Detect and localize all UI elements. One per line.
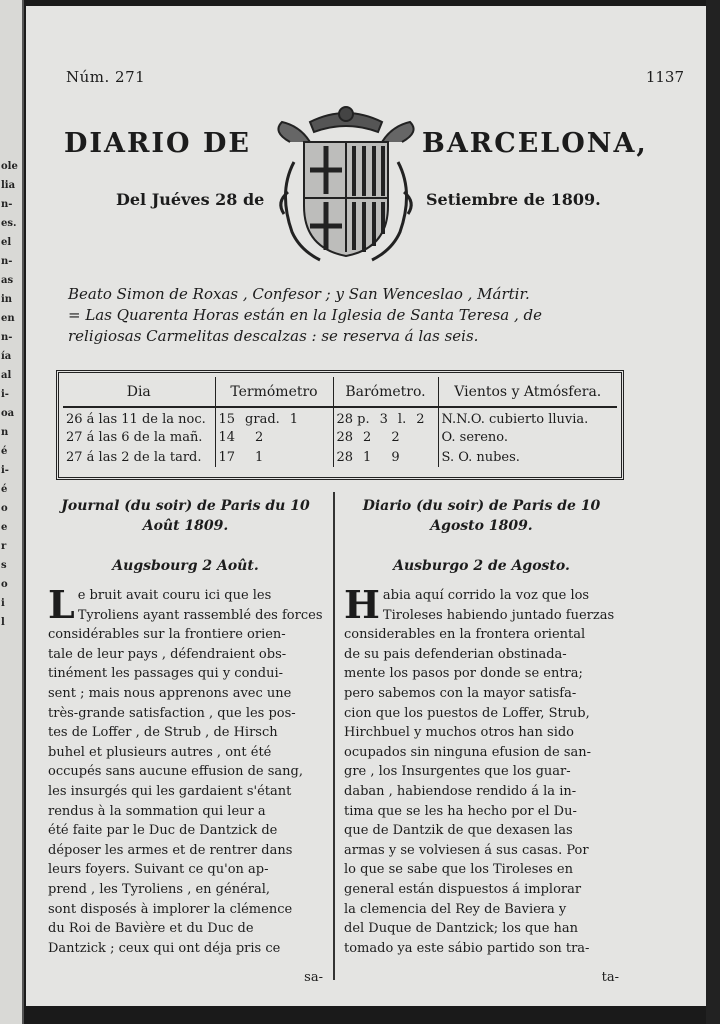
left-page-fragment: el (1, 237, 12, 248)
weather-header-winds: Vientos y Atmósfera. (438, 377, 617, 407)
weather-barometer-value: 2 (363, 429, 372, 445)
book-edge (706, 0, 720, 1024)
weather-thermometer-value: 17 (218, 449, 236, 465)
weather-thermometer-value: grad. (245, 412, 280, 427)
left-page-fragment: s (1, 560, 7, 571)
spanish-text-line: pero sabemos con la mayor satisfa- (344, 685, 577, 701)
left-page-fragment: i- (1, 465, 9, 476)
spanish-text-line: ocupados sin ninguna efusion de san- (344, 744, 592, 760)
spanish-text-line: considerables en la frontera oriental (344, 627, 586, 643)
weather-winds (438, 427, 617, 447)
french-text-line: du Roi de Bavière et du Duc de (48, 921, 254, 937)
french-article-body (48, 582, 323, 958)
left-page-fragment: o (1, 503, 8, 514)
weather-barometer (333, 427, 438, 447)
weather-winds-value: O. sereno. (441, 429, 509, 445)
weather-day-value: 27 á las 6 de la mañ. (66, 429, 203, 445)
weather-winds-value: N.N.O. cubierto lluvia. (441, 412, 589, 427)
french-text-line: les insurgés qui les gardaient s'étant (48, 783, 292, 799)
weather-thermometer-value: 1 (255, 449, 264, 465)
weather-day (63, 407, 215, 427)
barcelona-coat-of-arms-icon (270, 102, 422, 264)
spanish-text-line: de su pais defenderian obstinada- (344, 646, 567, 662)
left-page-fragment: n- (1, 199, 13, 210)
weather-header-barometer: Barómetro. (333, 377, 438, 407)
spanish-text-line: cion que los puestos de Loffer, Strub, (344, 705, 590, 721)
french-text-line: tinément les passages qui y condui- (48, 666, 284, 682)
weather-barometer-value: 28 (336, 449, 354, 465)
spanish-article-body (344, 582, 619, 958)
left-page-fragment: n- (1, 256, 13, 267)
spanish-dropcap: H (344, 582, 380, 627)
date-right: Setiembre de 1809. (426, 190, 601, 209)
spanish-text-line: que de Dantzik de que dexasen las (344, 823, 573, 839)
spanish-text-line: del Duque de Dantzick; los que han (344, 921, 579, 937)
date-left: Del Juéves 28 de (116, 190, 265, 209)
french-text-line: tes de Loffer , de Strub , de Hirsch (48, 725, 278, 741)
left-page-fragment: é (1, 446, 8, 457)
left-page-fragment: ía (1, 351, 12, 362)
weather-row (63, 447, 617, 467)
weather-header-day: Dia (63, 377, 215, 407)
issue-number: Núm. 271 (66, 68, 146, 86)
weather-thermometer-value: 1 (289, 412, 299, 427)
french-column (48, 496, 323, 985)
left-page-fragment: es. (1, 218, 17, 229)
spanish-text-line: la clemencia del Rey de Baviera y (344, 901, 567, 917)
french-text-line: tale de leur pays , défendraient obs- (48, 646, 287, 662)
weather-table (56, 370, 624, 480)
french-dateline: Augsbourg 2 Août. (112, 558, 259, 574)
left-page-fragment: as (1, 275, 14, 286)
spanish-text-line: Tiroleses habiendo juntado fuerzas (382, 607, 615, 623)
left-page-fragment: ole (1, 161, 18, 172)
left-page-fragment: o (1, 579, 8, 590)
left-page-fragment: al (1, 370, 12, 381)
weather-barometer-value: 2 (391, 429, 400, 445)
weather-thermometer-value: 2 (255, 429, 264, 445)
weather-header-thermometer: Termómetro (215, 377, 333, 407)
weather-thermometer (215, 447, 333, 467)
weather-row (63, 407, 617, 427)
weather-barometer (333, 407, 438, 427)
french-heading-line-2: Août 1809. (142, 518, 229, 534)
french-text-line: été faite par le Duc de Dantzick de (48, 823, 278, 839)
weather-barometer-value: l. (397, 412, 407, 427)
french-text-line: prend , les Tyroliens , en général, (48, 881, 271, 897)
saints-line: religiosas Carmelitas descalzas : se reserva á las seis. (68, 327, 479, 345)
masthead-title-right: BARCELONA, (422, 128, 648, 159)
left-page-fragment: e (1, 522, 8, 533)
weather-winds-value: S. O. nubes. (441, 449, 520, 465)
french-text-line: occupés sans aucune effusion de sang, (48, 764, 304, 780)
french-text-line: déposer les armes et de rentrer dans (48, 842, 293, 858)
weather-day-value: 27 á las 2 de la tard. (66, 449, 202, 465)
french-text-line: très-grande satisfaction , que les pos- (48, 705, 296, 721)
saints-of-the-day (68, 284, 688, 347)
spanish-text-line: general están dispuestos á implorar (344, 881, 582, 897)
left-page-fragment: oa (1, 408, 15, 419)
masthead-title-left: DIARIO DE (64, 128, 251, 159)
weather-thermometer-value: 14 (218, 429, 236, 445)
left-page-fragment: n- (1, 332, 13, 343)
spanish-catchword: ta- (601, 970, 619, 985)
weather-winds (438, 447, 617, 467)
french-text-line: Tyroliens ayant rassemblé des forces (77, 607, 323, 623)
spanish-heading-line-2: Agosto 1809. (430, 518, 533, 534)
weather-barometer-value: 1 (363, 449, 372, 465)
spanish-text-line: gre , los Insurgentes que los guar- (344, 764, 571, 780)
spanish-text-line: armas y se volviesen á sus casas. Por (344, 842, 589, 858)
french-text-line: rendus à la sommation qui leur a (48, 803, 266, 819)
left-page-fragment: é (1, 484, 8, 495)
spanish-text-line: daban , habiendose rendido á la in- (344, 783, 577, 799)
left-page-fragment: r (1, 541, 7, 552)
spanish-heading-line-1: Diario (du soir) de Paris de 10 (362, 498, 601, 514)
left-page-fragment: lia (1, 180, 16, 191)
weather-day (63, 427, 215, 447)
weather-barometer-value: 9 (391, 449, 400, 465)
weather-barometer-value: 2 (416, 412, 425, 427)
left-page-fragment: i (1, 598, 5, 609)
french-text-line: considérables sur la frontiere orien- (48, 627, 286, 643)
left-page-fragment: n (1, 427, 9, 438)
french-text-line: e bruit avait couru ici que les (77, 588, 272, 603)
spanish-text-line: Hirchbuel y muchos otros han sido (344, 725, 575, 741)
left-page-fragment: in (1, 294, 13, 305)
spanish-text-line: tomado ya este sábio partido son tra- (344, 940, 590, 956)
french-heading-line-1: Journal (du soir) de Paris du 10 (61, 498, 310, 514)
weather-thermometer (215, 407, 333, 427)
french-dropcap: L (48, 582, 75, 627)
saints-line: = Las Quarenta Horas están en la Iglesia de Santa Teresa , de (68, 306, 542, 324)
weather-day (63, 447, 215, 467)
saints-line: Beato Simon de Roxas , Confesor ; y San Wenceslao , Mártir. (68, 285, 530, 303)
left-page-fragment: i- (1, 389, 9, 400)
weather-winds (438, 407, 617, 427)
weather-barometer (333, 447, 438, 467)
weather-barometer-value: 3 (379, 412, 388, 427)
french-text-line: leurs foyers. Suivant ce qu'on ap- (48, 862, 269, 878)
weather-row (63, 427, 617, 447)
french-text-line: buhel et plusieurs autres , ont été (48, 744, 272, 760)
spanish-text-line: lo que se sabe que los Tiroleses en (344, 862, 573, 878)
weather-barometer-value: 28 (336, 429, 354, 445)
french-text-line: Dantzick ; ceux qui ont déja pris ce (48, 940, 281, 956)
left-page-fragment: en (1, 313, 15, 324)
french-text-line: sont disposés à implorer la clémence (48, 901, 293, 917)
french-text-line: sent ; mais nous apprenons avec une (48, 685, 292, 701)
spanish-text-line: mente los pasos por donde se entra; (344, 666, 583, 682)
spanish-dateline: Ausburgo 2 de Agosto. (393, 558, 570, 574)
left-page-fragment: l (1, 617, 5, 628)
spanish-text-line: tima que se les ha hecho por el Du- (344, 803, 577, 819)
weather-thermometer (215, 427, 333, 447)
spanish-column (344, 496, 619, 985)
page-number: 1137 (645, 68, 684, 86)
weather-barometer-value: 28 p. (336, 412, 370, 427)
column-divider (333, 492, 335, 980)
weather-day-value: 26 á las 11 de la noc. (66, 412, 206, 427)
french-catchword: sa- (304, 970, 323, 985)
left-page-edge (0, 0, 24, 1024)
newspaper-page (26, 6, 706, 1006)
weather-thermometer-value: 15 (218, 412, 236, 427)
spanish-text-line: abia aquí corrido la voz que los (382, 588, 590, 603)
